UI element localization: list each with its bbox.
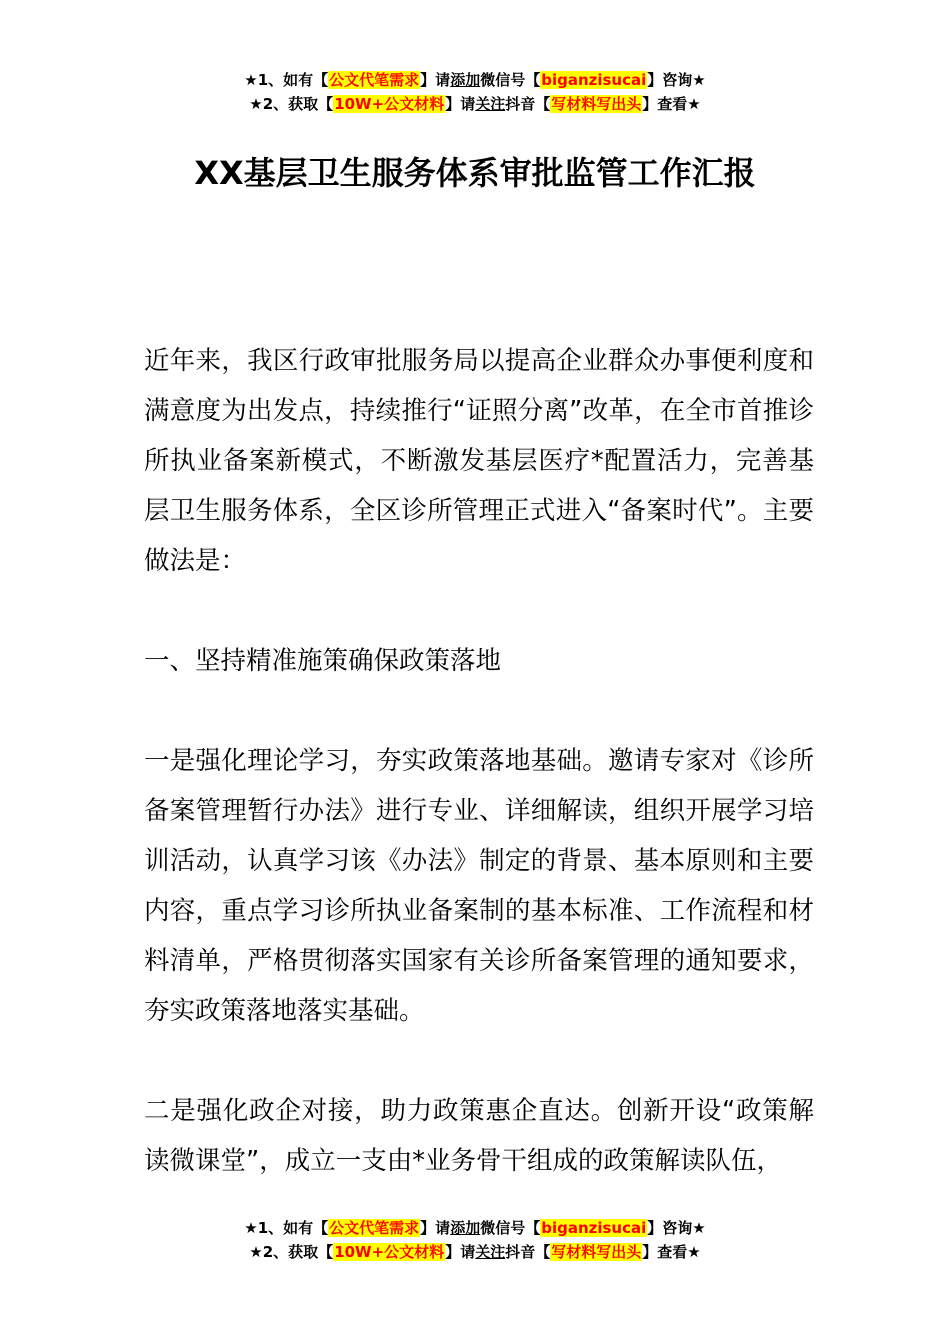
banner-text: ★1、如有【 xyxy=(244,71,329,89)
footer-banner xyxy=(0,1216,950,1264)
section-heading: 一、坚持精准施策确保政策落地 xyxy=(144,646,502,676)
banner-text: 】请 xyxy=(420,71,451,89)
banner-text: 】请 xyxy=(445,1243,476,1261)
banner-text: 】请 xyxy=(445,95,476,113)
banner-line-2 xyxy=(0,1240,950,1264)
banner-underlined: 关注 xyxy=(475,95,506,113)
banner-text: 微信号【 xyxy=(480,71,541,89)
banner-line-1 xyxy=(0,68,950,92)
banner-text: 】查看★ xyxy=(642,95,701,113)
banner-text: 抖音【 xyxy=(505,1243,551,1261)
banner-text: 微信号【 xyxy=(480,1219,541,1237)
document-body xyxy=(144,336,814,1236)
body-paragraph: 一是强化理论学习，夯实政策落地基础。邀请专家对《诊所备案管理暂行办法》进行专业、详细解读，组织开展学习培训活动，认真学习该《办法》制定的背景、基本原则和主要内容，重点学习诊所执业备案制的基本标准、工作流程和材料清单，严格贯彻落实国家有关诊所备案管理的通知要求，夯实政策落地落实基础。 xyxy=(144,746,814,1026)
banner-highlight: 10W+公文材料 xyxy=(334,1243,445,1261)
banner-highlight: biganzisucai xyxy=(541,71,647,89)
banner-line-1 xyxy=(0,1216,950,1240)
banner-text: 】查看★ xyxy=(642,1243,701,1261)
intro-paragraph: 近年来，我区行政审批服务局以提高企业群众办事便利度和满意度为出发点，持续推行“证照分离”改革，在全市首推诊所执业备案新模式，不断激发基层医疗*配置活力，完善基层卫生服务体系，全区诊所管理正式进入“备案时代”。主要做法是： xyxy=(144,346,814,576)
header-banner xyxy=(0,68,950,116)
banner-underlined: 关注 xyxy=(475,1243,506,1261)
banner-highlight: biganzisucai xyxy=(541,1219,647,1237)
banner-text: 】咨询★ xyxy=(647,1219,706,1237)
banner-highlight: 写材料写出头 xyxy=(551,95,642,113)
banner-text: 】咨询★ xyxy=(647,71,706,89)
banner-text: 抖音【 xyxy=(505,95,551,113)
banner-underlined: 添加 xyxy=(450,71,481,89)
banner-highlight: 公文代笔需求 xyxy=(329,71,420,89)
banner-text: ★1、如有【 xyxy=(244,1219,329,1237)
banner-highlight: 公文代笔需求 xyxy=(329,1219,420,1237)
banner-highlight: 写材料写出头 xyxy=(551,1243,642,1261)
banner-text: ★2、获取【 xyxy=(249,95,334,113)
banner-underlined: 添加 xyxy=(450,1219,481,1237)
banner-line-2 xyxy=(0,92,950,116)
document-title: XX基层卫生服务体系审批监管工作汇报 xyxy=(194,154,756,192)
banner-text: 】请 xyxy=(420,1219,451,1237)
banner-text: ★2、获取【 xyxy=(249,1243,334,1261)
banner-highlight: 10W+公文材料 xyxy=(334,95,445,113)
body-paragraph: 二是强化政企对接，助力政策惠企直达。创新开设“政策解读微课堂”，成立一支由*业务骨干组成的政策解读队伍， xyxy=(144,1096,814,1176)
